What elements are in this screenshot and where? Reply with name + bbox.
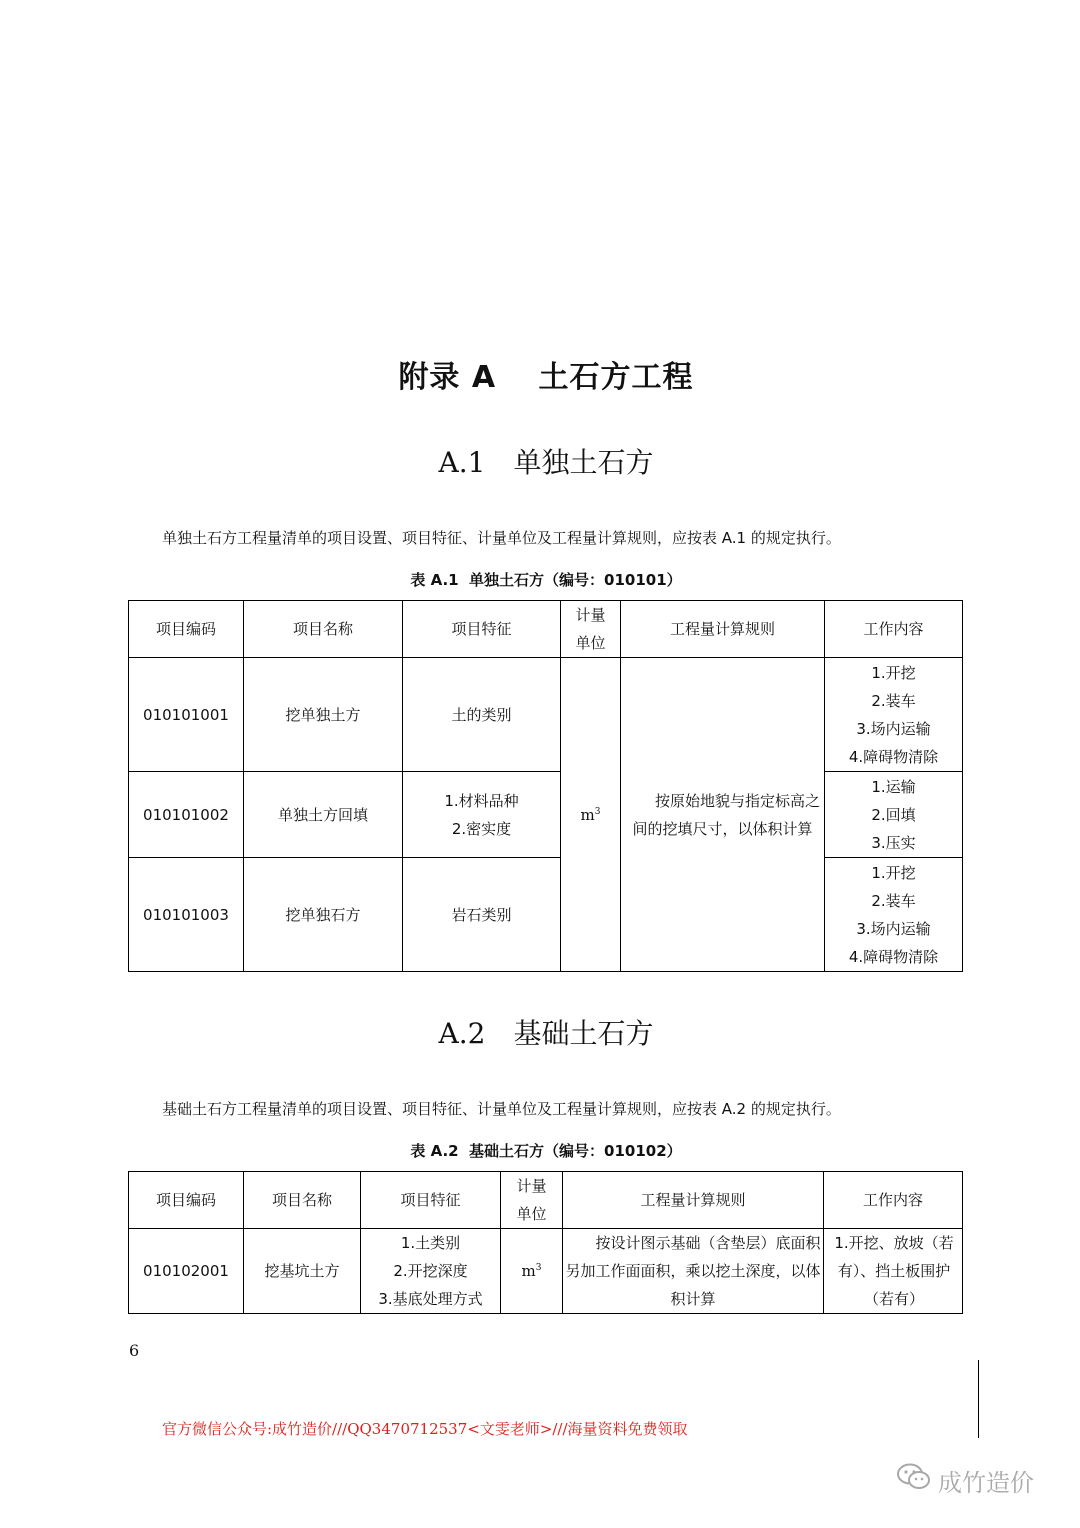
footer-promo-text: 官方微信公众号:成竹造价///QQ3470712537<文雯老师>///海量资料免费领取 — [162, 1420, 688, 1438]
work-line: 4.障碍物清除 — [848, 947, 939, 966]
header-features: 项目特征 — [361, 1172, 501, 1229]
feature-line: 2.密实度 — [451, 819, 512, 838]
header-unit — [501, 1172, 563, 1229]
table-row — [129, 772, 963, 858]
feature-line: 土的类别 — [451, 705, 512, 724]
work-line: 3.压实 — [871, 833, 916, 852]
unit-sup: 3 — [535, 1263, 542, 1273]
item-code: 010101003 — [129, 858, 244, 972]
header-unit-line1: 计量 — [516, 1177, 547, 1195]
watermark-text: 成竹造价 — [938, 1468, 1034, 1497]
item-name: 挖单独土方 — [244, 658, 403, 772]
section-a1-intro: 单独土石方工程量清单的项目设置、项目特征、计量单位及工程量计算规则，应按表 A.1 的规定执行。 — [162, 529, 841, 547]
table-header-row — [129, 1172, 963, 1229]
header-unit-line2: 单位 — [516, 1205, 547, 1223]
feature-line: 3.基底处理方式 — [378, 1290, 483, 1308]
feature-line: 2.开挖深度 — [393, 1262, 468, 1280]
rule-cell: 按设计图示基础（含垫层）底面积另加工作面面积，乘以挖土深度，以体积计算 — [563, 1229, 824, 1314]
item-features — [403, 772, 561, 858]
unit-sup: 3 — [594, 806, 601, 817]
feature-line: 1.土类别 — [400, 1234, 461, 1252]
table-row — [129, 658, 963, 772]
header-unit-line1: 计量 — [575, 606, 606, 624]
wechat-icon — [896, 1462, 932, 1498]
table-a2 — [128, 1171, 963, 1314]
header-name: 项目名称 — [244, 601, 403, 658]
work-line: 1.开挖 — [871, 863, 916, 882]
unit-cell — [561, 658, 621, 972]
work-line: 1.运输 — [871, 777, 916, 796]
section-a1-title: A.1 单独土石方 — [438, 446, 654, 479]
feature-line: 岩石类别 — [451, 905, 512, 924]
watermark — [896, 1460, 1034, 1500]
section-a2-intro: 基础土石方工程量清单的项目设置、项目特征、计量单位及工程量计算规则，应按表 A.2 的规定执行。 — [162, 1100, 841, 1118]
work-line: 4.障碍物清除 — [848, 747, 939, 766]
header-unit-line2: 单位 — [575, 634, 606, 652]
margin-rule — [978, 1360, 979, 1438]
table-row — [129, 1229, 963, 1314]
header-features: 项目特征 — [403, 601, 561, 658]
work-content: 1.开挖、放坡（若有）、挡土板围护（若有） — [824, 1229, 963, 1314]
item-name: 单独土方回填 — [244, 772, 403, 858]
item-code: 010101002 — [129, 772, 244, 858]
work-line: 2.装车 — [871, 691, 916, 710]
work-line: 1.开挖 — [871, 663, 916, 682]
page-number: 6 — [129, 1341, 140, 1360]
header-work: 工作内容 — [825, 601, 963, 658]
work-line: 2.回填 — [871, 805, 916, 824]
feature-line: 1.材料品种 — [444, 791, 519, 810]
work-line: 2.装车 — [871, 891, 916, 910]
work-content — [825, 658, 963, 772]
table-a1 — [128, 600, 963, 972]
header-rule: 工程量计算规则 — [621, 601, 825, 658]
unit-base: m — [521, 1262, 536, 1280]
item-name: 挖基坑土方 — [244, 1229, 361, 1314]
table-a2-caption: 表 A.2 基础土石方（编号：010102） — [410, 1142, 682, 1160]
header-name: 项目名称 — [244, 1172, 361, 1229]
unit-base: m — [580, 805, 595, 824]
header-unit — [561, 601, 621, 658]
work-content — [825, 772, 963, 858]
rule-cell: 按原始地貌与指定标高之间的挖填尺寸，以体积计算 — [621, 658, 825, 972]
item-features — [403, 658, 561, 772]
work-content — [825, 858, 963, 972]
item-name: 挖单独石方 — [244, 858, 403, 972]
header-code: 项目编码 — [129, 1172, 244, 1229]
section-a2-title: A.2 基础土石方 — [438, 1017, 654, 1050]
header-code: 项目编码 — [129, 601, 244, 658]
unit-cell — [501, 1229, 563, 1314]
table-header-row — [129, 601, 963, 658]
item-code: 010102001 — [129, 1229, 244, 1314]
item-code: 010101001 — [129, 658, 244, 772]
work-line: 3.场内运输 — [856, 719, 931, 738]
work-line: 3.场内运输 — [856, 919, 931, 938]
table-a1-caption: 表 A.1 单独土石方（编号：010101） — [410, 571, 682, 589]
item-features — [361, 1229, 501, 1314]
table-row — [129, 858, 963, 972]
header-work: 工作内容 — [824, 1172, 963, 1229]
header-rule: 工程量计算规则 — [563, 1172, 824, 1229]
page-title: 附录 A 土石方工程 — [398, 360, 694, 395]
item-features — [403, 858, 561, 972]
